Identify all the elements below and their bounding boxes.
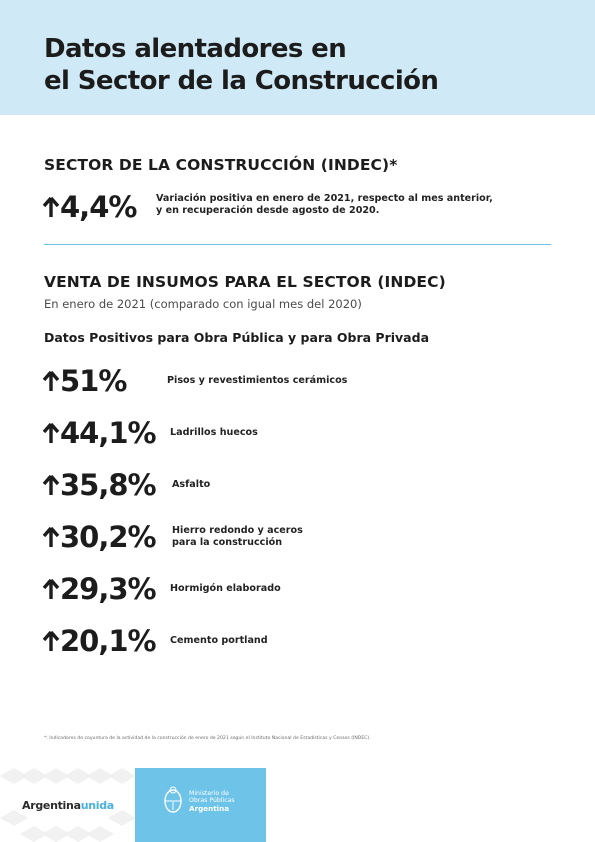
stat-label-line-1: Asfalto: [172, 479, 211, 490]
title-line-2: el Sector de la Construcción: [44, 66, 439, 96]
stat-label-line-2: para la construcción: [172, 537, 283, 548]
ministry-country: Argentina: [189, 803, 230, 813]
stat-value: 30,2%: [60, 520, 156, 554]
up-arrow-icon: [42, 196, 60, 218]
brand-part-1: Argentina: [22, 799, 81, 812]
stat-label: [172, 520, 303, 554]
footnote: *: Indicadores de coyuntura de la actividad de la construcción de enero de 2021 según el Instituto Nacional de Estadísticas y Censos (INDEC).: [44, 736, 371, 741]
stat-item: [42, 520, 303, 554]
stat-item: [42, 624, 268, 658]
argentina-unida-logo: [22, 799, 114, 812]
description-line-2: y en recuperación desde agosto de 2020.: [156, 205, 380, 216]
national-shield-icon: [163, 786, 183, 814]
up-arrow-icon: [42, 578, 60, 600]
section-construction-title: SECTOR DE LA CONSTRUCCIÓN (INDEC)*: [44, 156, 398, 174]
brand-part-2: unida: [80, 799, 114, 812]
stat-label-line-1: Hormigón elaborado: [170, 583, 281, 594]
up-arrow-icon: [42, 474, 60, 496]
construction-stat: [42, 190, 493, 224]
stat-label-line-1: Ladrillos huecos: [170, 427, 258, 438]
stat-item: [42, 468, 211, 502]
stat-label-line-1: Hierro redondo y aceros: [172, 525, 303, 536]
stat-item: [42, 364, 348, 398]
stat-value: 29,3%: [60, 572, 156, 606]
header-banner: [0, 0, 595, 115]
section-supplies-title: VENTA DE INSUMOS PARA EL SECTOR (INDEC): [44, 273, 446, 291]
stat-label-line-1: Pisos y revestimientos cerámicos: [167, 375, 348, 386]
ministry-line-1: Ministerio de: [189, 790, 229, 797]
construction-stat-description: [156, 193, 496, 217]
section-divider: [44, 244, 551, 245]
up-arrow-icon: [42, 630, 60, 652]
stat-value: 20,1%: [60, 624, 156, 658]
stat-label: [167, 364, 347, 398]
ministry-line-2: Obras Públicas: [189, 797, 235, 805]
description-line-1: Variación positiva en enero de 2021, respecto al mes anterior,: [156, 193, 493, 204]
up-arrow-icon: [42, 422, 60, 444]
section-supplies-subheading: Datos Positivos para Obra Pública y para Obra Privada: [44, 330, 429, 345]
section-supplies-subtitle: En enero de 2021 (comparado con igual mes del 2020): [44, 297, 362, 311]
up-arrow-icon: [42, 526, 60, 548]
stat-value: 35,8%: [60, 468, 156, 502]
construction-stat-value: 4,4%: [60, 190, 137, 224]
stat-label: [170, 416, 258, 450]
title-line-1: Datos alentadores en: [44, 34, 347, 64]
stat-value: 51%: [60, 364, 127, 398]
footer-brand-block: [0, 768, 135, 842]
stat-label: [170, 624, 268, 658]
stat-value: 44,1%: [60, 416, 156, 450]
ministry-name: [189, 790, 235, 812]
ministry-logo-block: [135, 768, 266, 842]
page-title: [44, 33, 564, 97]
stat-label: [170, 572, 281, 606]
stat-item: [42, 572, 281, 606]
stat-item: [42, 416, 258, 450]
stat-label-line-1: Cemento portland: [170, 635, 268, 646]
up-arrow-icon: [42, 370, 60, 392]
stat-label: [172, 468, 210, 502]
